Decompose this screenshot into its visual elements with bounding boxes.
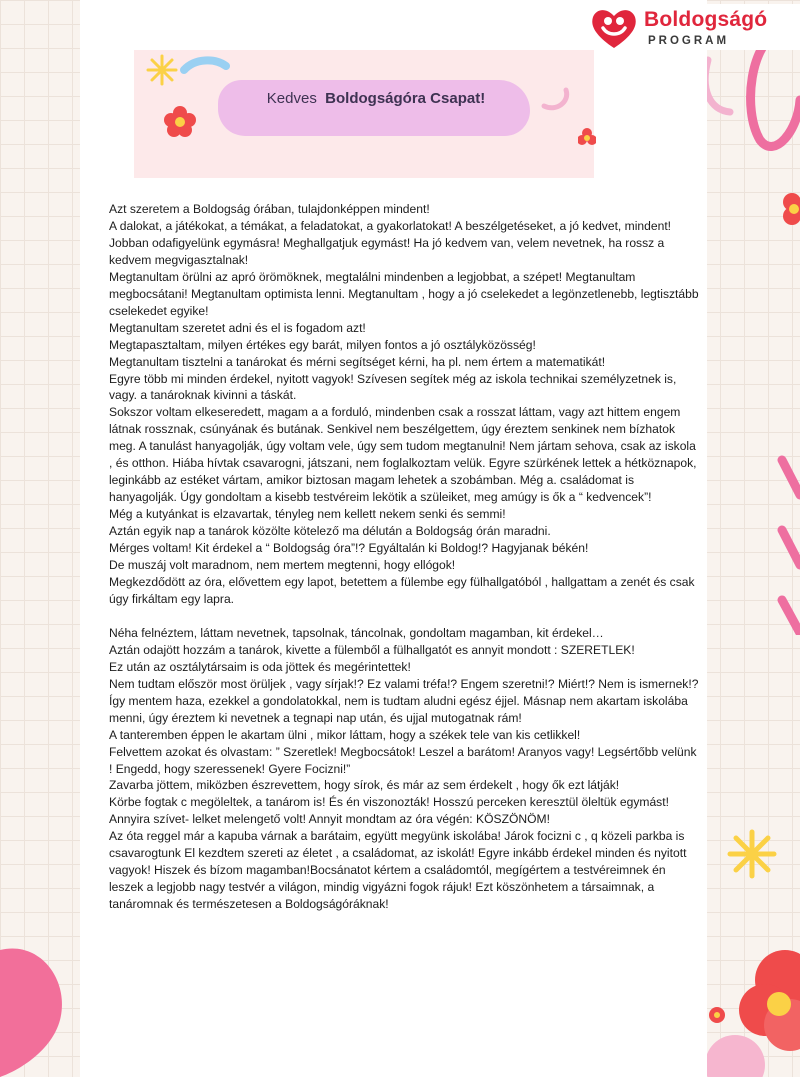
letter-line: Mérges voltam! Kit érdekel a “ Boldogság óra”!? Egyáltalán ki Boldog!? Hagyjanak békén! xyxy=(109,541,589,556)
letter-line: Nem tudtam először most örüljek , vagy sírjak!? Ez valami tréfa!? Engem szeretni!? Miért!? Nem is ismernek!? xyxy=(109,676,699,691)
flower-icon xyxy=(578,128,596,148)
letter-line: A tanteremben éppen le akartam ülni , mikor láttam, hogy a székek tele van kis cetlikkel! xyxy=(109,727,581,742)
letter-line: Aztán egyik nap a tanárok közölte kötelező ma délután a Boldogság órán maradni. xyxy=(109,524,551,539)
letter-line: Jobban odafigyelünk egymásra! Meghallgatjuk egymást! Ha jó kedvem van, velem nevetnek, ha rossz a kedvem megvigasztalnak! xyxy=(109,235,665,267)
letter-line: Megtapasztaltam, milyen értékes egy barát, milyen fontos a jó osztályközösség! xyxy=(109,337,536,352)
banner-title xyxy=(230,90,522,107)
letter-line: Egyre több mi minden érdekel, nyitott vagyok! Szívesen segítek még az iskola technikai személyzetnek is, vagy. a tanároknak kivinni a táskát. xyxy=(109,371,677,403)
letter-line: Azt szeretem a Boldogság órában, tulajdonképpen mindent! xyxy=(109,202,430,216)
greeting-banner xyxy=(134,50,594,178)
letter-line: Megkezdődött az óra, elővettem egy lapot, betettem a fülembe egy fülhallgatóból , hallgattam a zenét és csak úgy firkáltam egy lapra. xyxy=(109,574,695,606)
flower-icon xyxy=(778,188,800,228)
letter-line: Megtanultam szeretet adni és el is fogadom azt! xyxy=(109,320,366,335)
blue-swoosh-decoration xyxy=(180,56,230,78)
banner-highlight xyxy=(218,80,530,136)
letter-line: Így mentem haza, ezekkel a gondolatokkal, nem is tudtam aludni egész éjjel. Másnap nem akartam iskolába menni, úgy éreztem ki nevetnek a tegnapi nap után, és ujjal mutogatnak rám! xyxy=(109,693,688,725)
pink-swirl-decoration xyxy=(536,76,576,116)
letter-line: Aztán odajött hozzám a tanárok, kivette a fülemből a fülhallgatót es annyit mondott : SZERETLEK! xyxy=(109,642,635,657)
letter-line: Az óta reggel már a kapuba várnak a barátaim, együtt megyünk iskolába! Járok focizni c , q közeli parkba is csavarogtunk El kezdtem szereti az életet , a családomat, az iskolát! Egyre inkább érdekel minden és nyitott vagyok! Hiszek és bízom magamban!Bocsánatot kértem a családomtól, megígértem a testvéreimnek én leszek a legjobb nagy testvér a világon, mindig vigyázni fogok rájuk! Ezt köszönhetem a társaimnak, a tanáromnak és természetesen a Boldogságóráknak! xyxy=(109,829,687,912)
letter-line: Még a kutyánkat is elzavartak, tényleg nem kellett nekem senki és semmi! xyxy=(109,507,506,522)
logo-sub-text: PROGRAM xyxy=(648,35,730,47)
letter-line: Sokszor voltam elkeseredett, magam a a forduló, mindenben csak a rosszat láttam, vagy azt hittem engem látnak rossznak, csúnyának és butának. Senkivel nem beszélgettem, úgy éreztem senkinek nem bízhatok meg. A tanulást hanyagolják, úgy voltam vele, úgy sem tudom megtanulni! Nem jártam sehova, csak az iskola , és otthon. Hiába hívtak csavarogni, játszani, nem foglalkoztam velük. Egyre szürkének lettek a hétköznapok, leginkább az estéket vártam, amikor biztosan magam lehetek a szobámban. Még a. családomat is hanyagolják. Úgy gondoltam a kisebb testvéreim lekötik a szüleiket, meg amúgy is ők a “ kedvencek”! xyxy=(109,405,697,505)
letter-line: Néha felnéztem, láttam nevetnek, tapsolnak, táncolnak, gondoltam magamban, kit érdekel… xyxy=(109,625,604,640)
flower-icon xyxy=(164,106,196,138)
letter-line: Körbe fogtak c megöleltek, a tanárom is! És én viszonozták! Hosszú perceken keresztül öleltük egymást! Annyira szívet- lelket melengető volt! Annyit mondtam az óra végén: KÖSZÖNÖM! xyxy=(109,795,669,827)
letter-line: Ez után az osztálytársaim is oda jöttek és megérintettek! xyxy=(109,659,411,674)
logo-brand-text: Boldogságó xyxy=(644,8,768,31)
sun-sparkle-icon xyxy=(726,828,778,880)
letter-line: Zavarba jöttem, miközben észrevettem, hogy sírok, és már az sem érdekelt , hogy ők ezt látják! xyxy=(109,778,620,793)
flower-cluster-decoration xyxy=(705,940,800,1077)
letter-line: A dalokat, a játékokat, a témákat, a feladatokat, a gyakorlatokat! A beszélgetéseket, a jó kedvet, mindent! xyxy=(109,218,672,233)
paragraph-gap xyxy=(109,608,701,625)
sun-icon xyxy=(146,54,178,86)
banner-greeting: Kedves xyxy=(266,90,317,107)
letter-line: Megtanultam örülni az apró örömöknek, megtalálni mindenben a legjobbat, a szépet! Megtanultam megbocsátani! Megtanultam optimista lenni. Megtanultam , hogy a jó cselekedet a legönzetlenebb, legtisztább cselekedet egyike! xyxy=(109,269,699,318)
letter-line: De muszáj volt maradnom, nem mertem megtenni, hogy ellógok! xyxy=(109,558,456,573)
heart-logo-icon xyxy=(590,6,638,50)
letter-line: Megtanultam tisztelni a tanárokat és mérni segítséget kérni, ha pl. nem értem a matematikát! xyxy=(109,354,606,369)
program-logo xyxy=(586,4,800,50)
letter-body xyxy=(109,201,701,913)
letter-line: Felvettem azokat és olvastam: ” Szeretlek! Megbocsátok! Leszel a barátom! Aranyos vagy! Legsértőbb velünk ! Engedd, hogy szeressenek! Gyere Focizni!” xyxy=(109,744,697,776)
pink-heart-decoration xyxy=(0,930,70,1077)
banner-team: Boldogságóra Csapat! xyxy=(325,90,486,107)
pink-stripe-decoration xyxy=(760,455,800,635)
